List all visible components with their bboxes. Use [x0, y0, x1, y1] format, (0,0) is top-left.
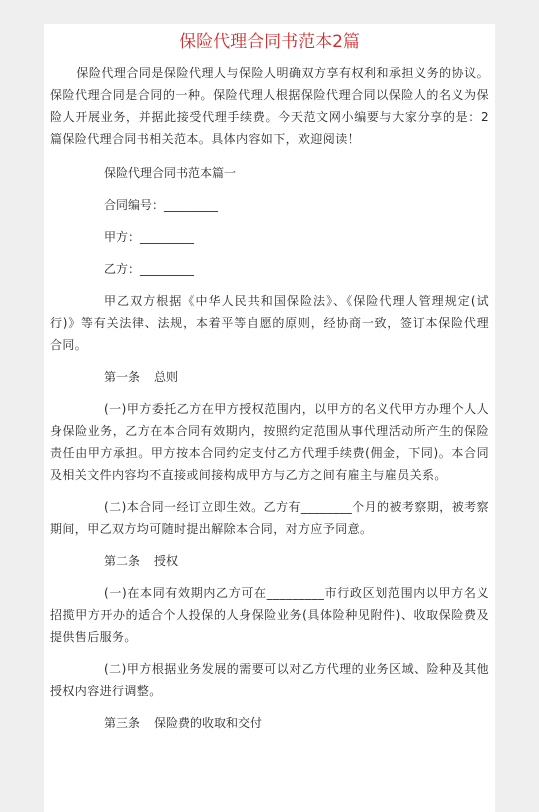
intro-paragraph: 保险代理合同是保险代理人与保险人明确双方享有权利和承担义务的协议。保险代理合同是合同的一种。保险代理人根据保险代理合同以保险人的名义为保险人开展业务，并据此接受代理手续费。今天范文网小编要与大家分享的是：2篇保险代理合同书相关范本。具体内容如下，欢迎阅读！	[50, 66, 489, 146]
document-page	[44, 24, 495, 812]
article-1-clause-2: (二)本合同一经订立即生效。乙方有________个月的被考察期，被考察期间，甲乙双方均可随时提出解除本合同，对方应予同意。	[50, 500, 489, 536]
article-3-heading	[50, 712, 489, 734]
party-a-field: 甲方：_________	[104, 230, 195, 244]
article-3-number: 第三条	[104, 716, 141, 730]
article-1-clause-1: (一)甲方委托乙方在甲方授权范围内，以甲方的名义代甲方办理个人人身保险业务，乙方在本合同有效期内，按照约定范围从事代理活动所产生的保险责任由甲方承担。甲方按本合同约定支付乙方代理手续费(佣金，下同)。本合同及相关文件内容均不直接或间接构成甲方与乙方之间有雇主与雇员关系。	[50, 402, 489, 482]
article-1-name: 总则	[154, 370, 179, 384]
article-2-number: 第二条	[104, 554, 141, 568]
article-2-heading	[50, 550, 489, 572]
party-b-field: 乙方：_________	[104, 262, 195, 276]
article-title: 保险代理合同书范本2篇	[179, 32, 360, 52]
article-1-number: 第一条	[104, 370, 141, 384]
article-2-clause-2: (二)甲方根据业务发展的需要可以对乙方代理的业务区域、险种及其他授权内容进行调整。	[50, 662, 489, 698]
contract-number-field: 合同编号：_________	[104, 198, 219, 212]
article-3-name: 保险费的收取和交付	[154, 716, 263, 730]
article-1-heading	[50, 366, 489, 388]
article-2-name: 授权	[154, 554, 179, 568]
preamble-paragraph: 甲乙双方根据《中华人民共和国保险法》、《保险代理人管理规定(试行)》等有关法律、法规，本着平等自愿的原则，经协商一致，签订本保险代理合同。	[50, 294, 489, 352]
contract-heading: 保险代理合同书范本篇一	[104, 166, 237, 180]
article-2-clause-1: (一)在本同有效期内乙方可在_________市行政区划范围内以甲方名义招揽甲方开办的适合个人投保的人身保险业务(具体险种见附件)、收取保险费及提供售后服务。	[50, 586, 489, 644]
